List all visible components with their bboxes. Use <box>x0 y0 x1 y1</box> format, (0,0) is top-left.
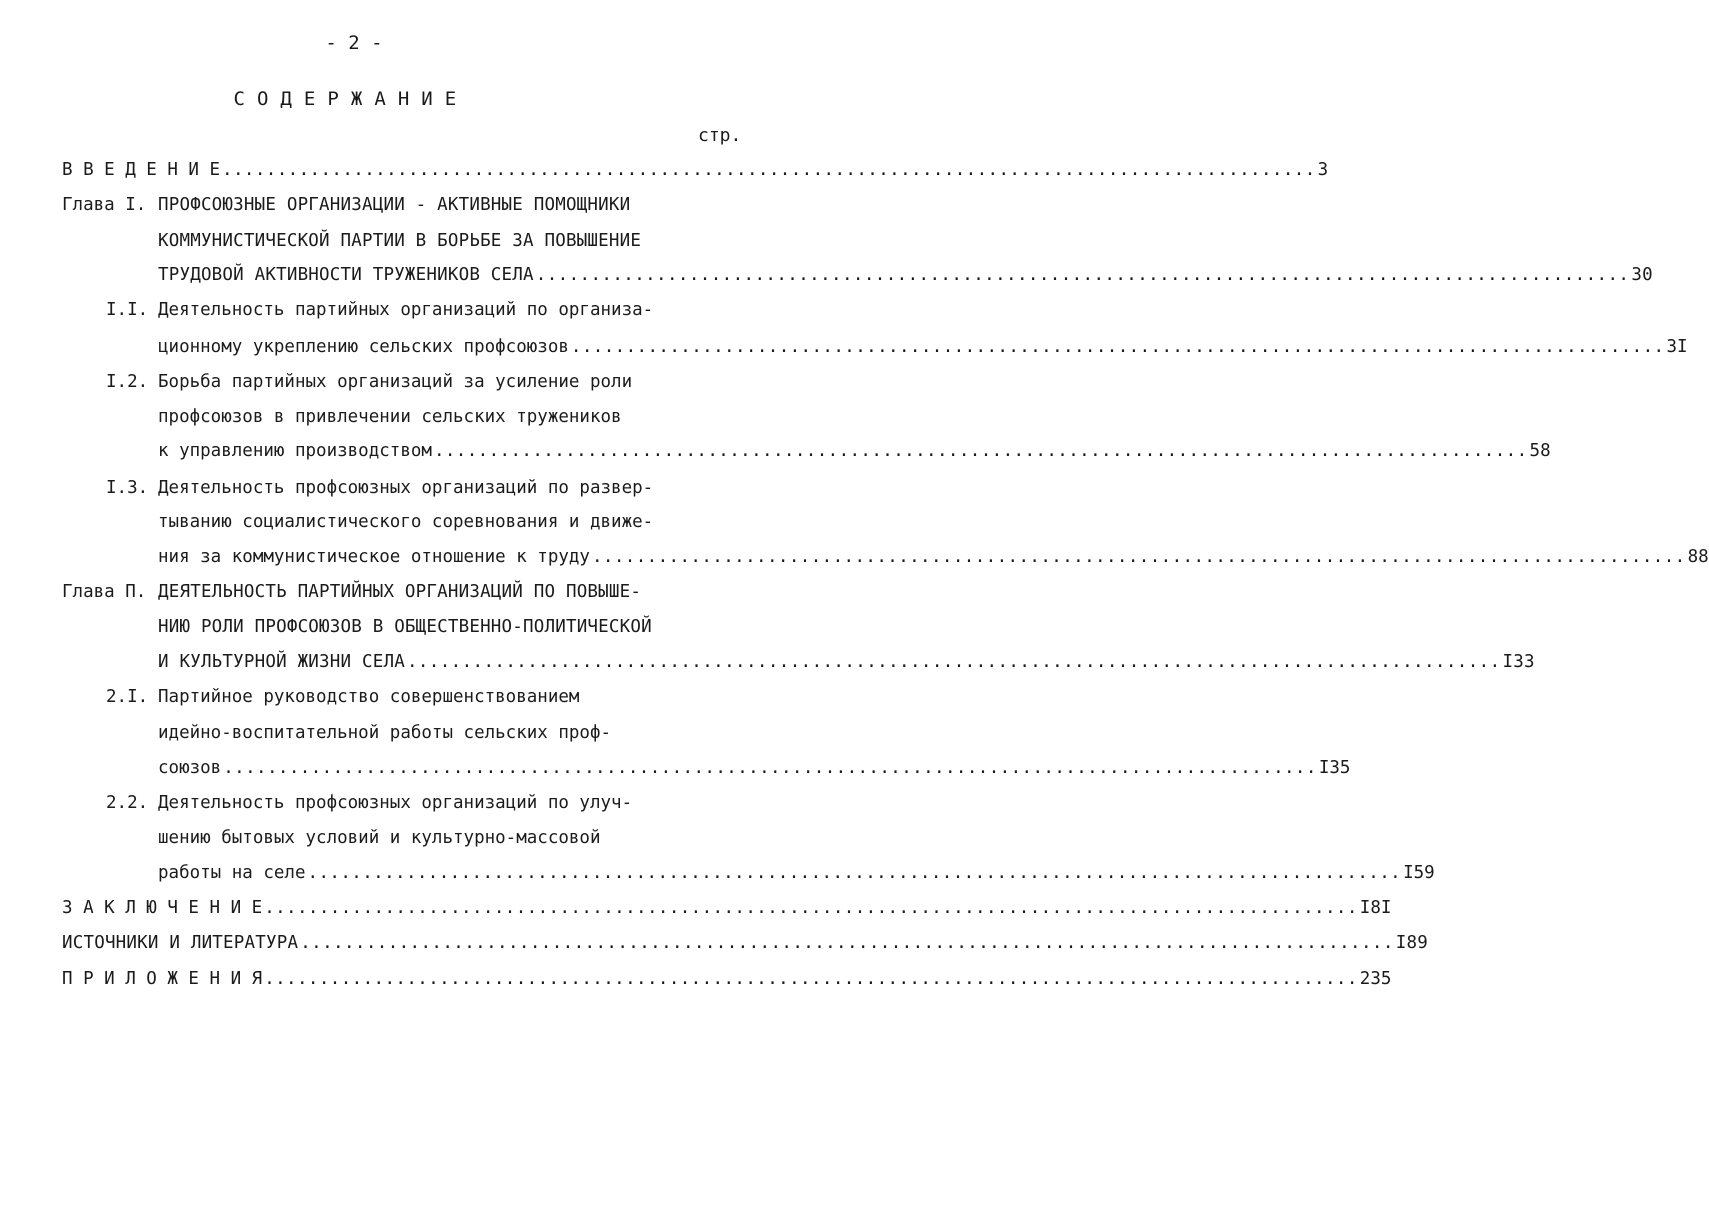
section-number: I.2. <box>106 372 149 392</box>
toc-title-line: к управлению производством <box>158 441 432 461</box>
toc-title: П Р И Л О Ж Е Н И Я <box>62 969 263 989</box>
toc-page-number: I59 <box>1403 863 1435 883</box>
dot-leader: .................................................................................................... <box>264 969 1358 989</box>
toc-title-line: Партийное руководство совершенствованием <box>158 687 580 707</box>
dot-leader: .................................................................................................... <box>222 160 1316 180</box>
toc-entry-section-2-1[interactable] <box>158 756 1351 780</box>
dot-leader: .................................................................................................... <box>433 441 1528 461</box>
toc-title-line: профсоюзов в привлечении сельских тружеников <box>158 407 622 427</box>
toc-title-line: тыванию социалистического соревнования и движе- <box>158 512 654 532</box>
toc-page-number: I35 <box>1318 758 1351 778</box>
toc-entry-section-2-2[interactable] <box>158 861 1435 885</box>
toc-title-line: ПРОФСОЮЗНЫЕ ОРГАНИЗАЦИИ - АКТИВНЫЕ ПОМОЩНИКИ <box>158 195 631 215</box>
toc-title-line: И КУЛЬТУРНОЙ ЖИЗНИ СЕЛА <box>158 652 405 672</box>
toc-page-number: I8I <box>1359 898 1392 918</box>
dot-leader: .................................................................................................... <box>223 758 1317 778</box>
dot-leader: .................................................................................................... <box>307 863 1402 883</box>
toc-entry-section-1-1[interactable] <box>158 335 1688 359</box>
toc-page-number: 58 <box>1529 441 1551 461</box>
dot-leader: .................................................................................................... <box>406 652 1501 672</box>
toc-entry-section-1-3[interactable] <box>158 545 1709 569</box>
toc-title-line: Деятельность профсоюзных организаций по улуч- <box>158 793 633 813</box>
toc-title-line: ния за коммунистическое отношение к труду <box>158 547 590 567</box>
toc-title-line: идейно-воспитательной работы сельских проф- <box>158 723 612 743</box>
toc-title-line: шению бытовых условий и культурно-массовой <box>158 828 601 848</box>
toc-title-line: Борьба партийных организаций за усиление роли <box>158 372 633 392</box>
section-number: I.3. <box>106 478 149 498</box>
toc-title-line: ТРУДОВОЙ АКТИВНОСТИ ТРУЖЕНИКОВ СЕЛА <box>158 265 534 285</box>
dot-leader: .................................................................................................... <box>300 933 1394 953</box>
page-number: - 2 - <box>325 32 383 54</box>
toc-entry-sources[interactable] <box>62 931 1429 955</box>
dot-leader: .................................................................................................... <box>535 265 1630 285</box>
toc-title-line: КОММУНИСТИЧЕСКОЙ ПАРТИИ В БОРЬБЕ ЗА ПОВЫШЕНИЕ <box>158 231 642 251</box>
toc-page-number: 235 <box>1359 969 1392 989</box>
toc-title-line: Деятельность профсоюзных организаций по развер- <box>158 478 654 498</box>
toc-entry-chapter-1[interactable] <box>158 263 1653 287</box>
toc-title: В В Е Д Е Н И Е <box>62 160 221 180</box>
dot-leader: .................................................................................................... <box>570 337 1665 357</box>
toc-entry-appendix[interactable] <box>62 967 1392 991</box>
page-title: С О Д Е Р Ж А Н И Е <box>233 88 457 110</box>
toc-page-number: 3I <box>1666 337 1688 357</box>
toc-title-line: ДЕЯТЕЛЬНОСТЬ ПАРТИЙНЫХ ОРГАНИЗАЦИЙ ПО ПОВЫШЕ- <box>158 582 642 602</box>
toc-page-number: 3 <box>1317 160 1329 180</box>
toc-title-line: союзов <box>158 758 222 778</box>
dot-leader: .................................................................................................... <box>591 547 1686 567</box>
toc-page-number: I89 <box>1395 933 1429 953</box>
dot-leader: .................................................................................................... <box>264 898 1358 918</box>
toc-page-number: I33 <box>1502 652 1535 672</box>
toc-title: З А К Л Ю Ч Е Н И Е <box>62 898 263 918</box>
toc-entry-section-1-2[interactable] <box>158 439 1551 463</box>
chapter-label: Глава I. <box>62 195 147 215</box>
toc-title-line: НИЮ РОЛИ ПРОФСОЮЗОВ В ОБЩЕСТВЕННО-ПОЛИТИЧЕСКОЙ <box>158 617 652 637</box>
toc-page-number: 88 <box>1687 547 1709 567</box>
toc-title-line: ционному укреплению сельских профсоюзов <box>158 337 569 357</box>
chapter-label: Глава П. <box>62 582 147 602</box>
section-number: I.I. <box>106 300 149 320</box>
section-number: 2.2. <box>106 793 149 813</box>
toc-page-number: 30 <box>1631 265 1653 285</box>
toc-entry-conclusion[interactable] <box>62 896 1392 920</box>
toc-title-line: работы на селе <box>158 863 306 883</box>
toc-entry-chapter-2[interactable] <box>158 650 1535 674</box>
section-number: 2.I. <box>106 687 149 707</box>
toc-entry-intro[interactable] <box>62 158 1329 182</box>
page-column-header: стр. <box>698 125 742 146</box>
toc-title-line: Деятельность партийных организаций по организа- <box>158 300 654 320</box>
toc-title: ИСТОЧНИКИ И ЛИТЕРАТУРА <box>62 933 299 953</box>
